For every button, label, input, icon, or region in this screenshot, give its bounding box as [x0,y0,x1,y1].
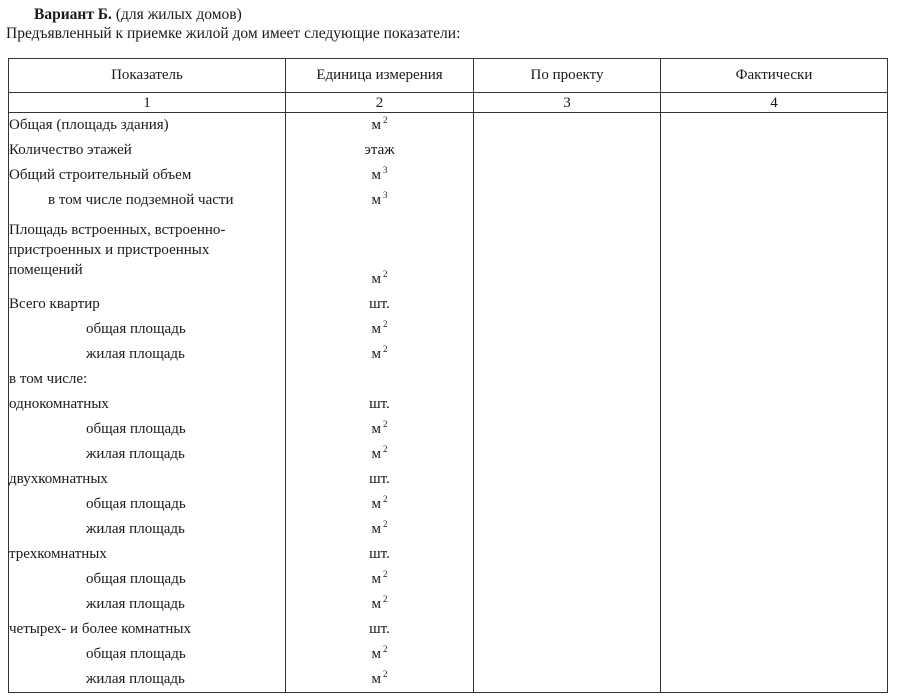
unit-exponent: 2 [383,419,388,429]
unit-cell [286,542,474,567]
unit-exponent: 2 [383,344,388,354]
unit-text: шт. [369,396,390,412]
unit-exponent: 2 [383,319,388,329]
table-row [9,392,888,417]
table-row [9,517,888,542]
indicator-label: общая площадь [9,492,286,517]
by-project-value-cell [474,188,661,213]
unit-exponent: 2 [383,569,388,579]
table-body [9,113,888,693]
by-project-value-cell [474,492,661,517]
actual-value-cell [661,342,888,367]
unit-exponent: 2 [383,269,388,279]
indicator-label: жилая площадь [9,517,286,542]
indicator-label: общая площадь [9,642,286,667]
by-project-value-cell [474,517,661,542]
by-project-value-cell [474,213,661,292]
unit-text: м [371,671,381,687]
unit-cell [286,517,474,542]
indicator-label: жилая площадь [9,667,286,693]
by-project-value-cell [474,417,661,442]
table-row [9,617,888,642]
by-project-value-cell [474,442,661,467]
indicator-label: общая площадь [9,417,286,442]
indicator-label: Площадь встроенных, встроенно-пристроенных и пристроенных помещений [9,213,286,292]
by-project-value-cell [474,542,661,567]
indicator-label: общая площадь [9,567,286,592]
column-number: 2 [286,93,474,113]
indicator-label: однокомнатных [9,392,286,417]
indicator-label: в том числе подземной части [9,188,286,213]
actual-value-cell [661,567,888,592]
indicator-label: четырех- и более комнатных [9,617,286,642]
unit-exponent: 3 [383,190,388,200]
unit-text: м [371,321,381,337]
table-row [9,567,888,592]
unit-cell [286,667,474,693]
unit-text: м [371,646,381,662]
column-number: 4 [661,93,888,113]
unit-text: м [371,192,381,208]
actual-value-cell [661,292,888,317]
table-column-numbers-row [9,93,888,113]
actual-value-cell [661,367,888,392]
unit-cell [286,213,474,292]
unit-cell [286,467,474,492]
table-row [9,667,888,693]
table-row [9,138,888,163]
actual-value-cell [661,667,888,693]
indicator-label: Общая (площадь здания) [9,113,286,139]
unit-text: м [371,496,381,512]
actual-value-cell [661,617,888,642]
unit-text: м [371,596,381,612]
unit-cell [286,138,474,163]
by-project-value-cell [474,113,661,139]
column-header-unit: Единица измерения [286,59,474,93]
table-row [9,417,888,442]
by-project-value-cell [474,667,661,693]
table-row [9,113,888,139]
unit-cell [286,392,474,417]
by-project-value-cell [474,567,661,592]
indicator-label: Общий строительный объем [9,163,286,188]
unit-text: м [371,271,381,287]
indicator-label: двухкомнатных [9,467,286,492]
actual-value-cell [661,163,888,188]
actual-value-cell [661,467,888,492]
unit-text: м [371,167,381,183]
unit-cell [286,163,474,188]
by-project-value-cell [474,467,661,492]
unit-text: шт. [369,546,390,562]
table-row [9,163,888,188]
unit-cell [286,592,474,617]
indicator-label: трехкомнатных [9,542,286,567]
by-project-value-cell [474,392,661,417]
column-header-by-project: По проекту [474,59,661,93]
by-project-value-cell [474,292,661,317]
unit-text: шт. [369,621,390,637]
unit-cell [286,642,474,667]
actual-value-cell [661,113,888,139]
unit-text: шт. [369,471,390,487]
by-project-value-cell [474,642,661,667]
table-row [9,642,888,667]
unit-exponent: 2 [383,519,388,529]
unit-exponent: 2 [383,115,388,125]
table-row [9,292,888,317]
intro-text: Предъявленный к приемке жилой дом имеет следующие показатели: [6,25,461,42]
indicator-label: жилая площадь [9,592,286,617]
section-heading [34,6,242,24]
table-row [9,442,888,467]
unit-text: м [371,446,381,462]
by-project-value-cell [474,617,661,642]
table-row [9,467,888,492]
table-row [9,213,888,292]
column-header-actual: Фактически [661,59,888,93]
column-number: 3 [474,93,661,113]
unit-text: м [371,117,381,133]
column-number: 1 [9,93,286,113]
unit-text: м [371,571,381,587]
table-row [9,492,888,517]
actual-value-cell [661,442,888,467]
unit-cell [286,567,474,592]
by-project-value-cell [474,317,661,342]
by-project-value-cell [474,342,661,367]
unit-exponent: 3 [383,165,388,175]
indicator-label: в том числе: [9,367,286,392]
unit-exponent: 2 [383,444,388,454]
table-row [9,367,888,392]
unit-cell [286,292,474,317]
table-header-row [9,59,888,93]
unit-text: м [371,346,381,362]
indicator-label: Количество этажей [9,138,286,163]
actual-value-cell [661,317,888,342]
actual-value-cell [661,492,888,517]
unit-cell [286,113,474,139]
indicators-table [8,58,888,693]
unit-cell [286,188,474,213]
actual-value-cell [661,213,888,292]
unit-text: м [371,421,381,437]
unit-cell [286,442,474,467]
unit-text: этаж [364,142,395,158]
unit-exponent: 2 [383,669,388,679]
column-header-indicator: Показатель [9,59,286,93]
indicator-label: жилая площадь [9,442,286,467]
unit-cell [286,492,474,517]
unit-exponent: 2 [383,644,388,654]
actual-value-cell [661,592,888,617]
variant-title: Вариант Б. [34,6,112,23]
by-project-value-cell [474,367,661,392]
unit-cell [286,342,474,367]
by-project-value-cell [474,592,661,617]
unit-cell [286,317,474,342]
unit-exponent: 2 [383,494,388,504]
table-row [9,317,888,342]
unit-text: шт. [369,296,390,312]
actual-value-cell [661,642,888,667]
actual-value-cell [661,417,888,442]
actual-value-cell [661,188,888,213]
by-project-value-cell [474,138,661,163]
actual-value-cell [661,392,888,417]
indicator-label: Всего квартир [9,292,286,317]
actual-value-cell [661,517,888,542]
unit-exponent: 2 [383,594,388,604]
table-row [9,188,888,213]
unit-cell [286,417,474,442]
unit-cell [286,367,474,392]
table-row [9,542,888,567]
unit-cell [286,617,474,642]
indicator-label: общая площадь [9,317,286,342]
actual-value-cell [661,138,888,163]
table-row [9,592,888,617]
table-row [9,342,888,367]
indicator-label: жилая площадь [9,342,286,367]
variant-subtitle: (для жилых домов) [115,6,242,23]
actual-value-cell [661,542,888,567]
by-project-value-cell [474,163,661,188]
unit-text: м [371,521,381,537]
